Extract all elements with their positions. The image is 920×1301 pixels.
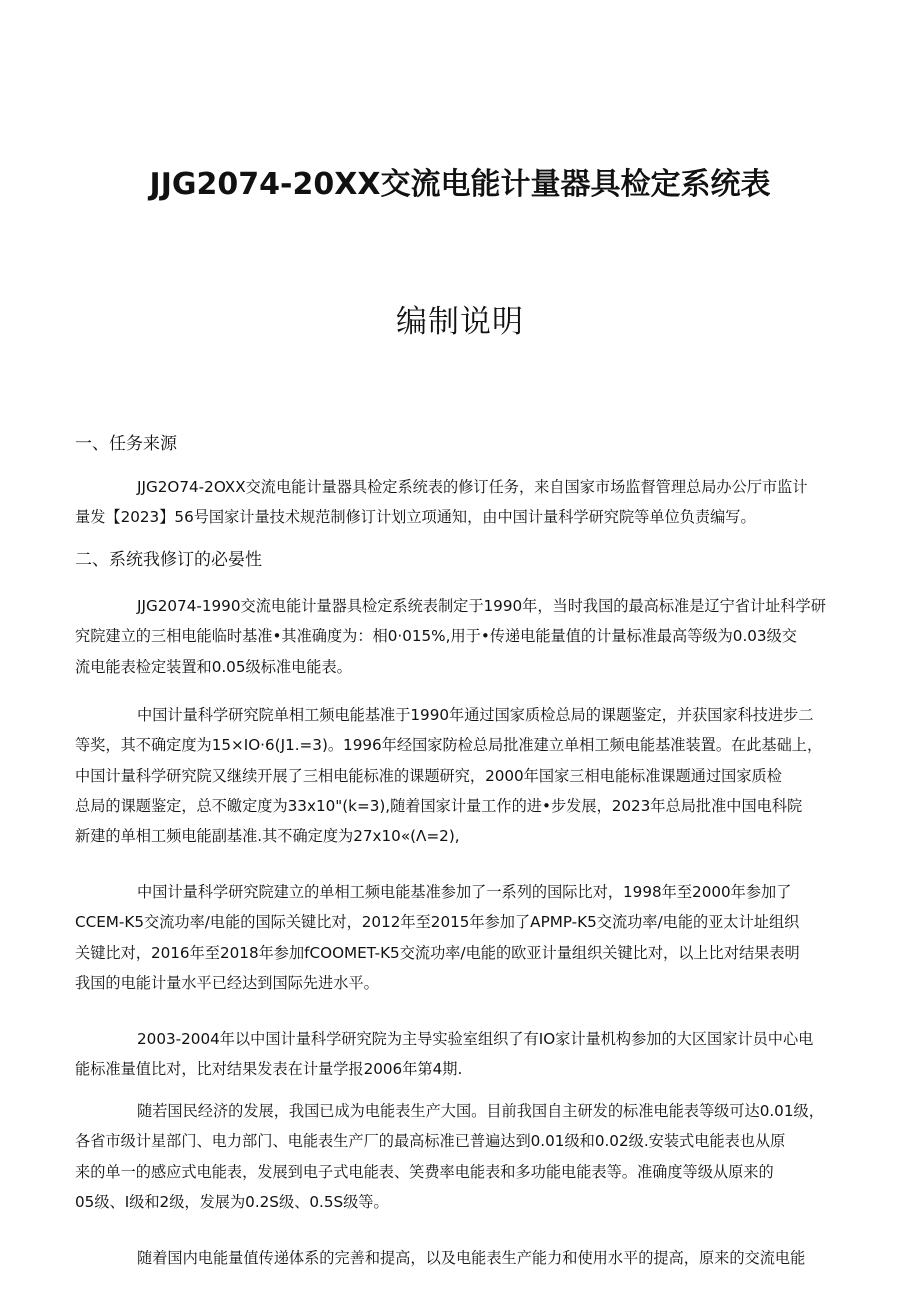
paragraph-national-standard xyxy=(75,700,865,851)
paragraph-task-source xyxy=(75,472,865,533)
paragraph-line: 各省市级计星部门、电力部门、电能表生产厂的最高标准已普遍达到0.01级和0.02级.安装式电能表也从原 xyxy=(75,1132,786,1151)
paragraph-line: 中国计量科学研究院建立的单相工频电能基准参加了一系列的国际比对，1998年至2000年参加了 xyxy=(137,883,792,901)
section-heading-revision-necessity: 二、系统我修订的必晏性 xyxy=(75,550,262,570)
paragraph-line: 中国计量科学研究院又继续开展了三相电能标准的课题研究，2000年国家三相电能标准课题通过国家质检 xyxy=(75,766,782,785)
paragraph-line: 究院建立的三相电能临时基准•其准确度为：相0·015%,用于•传递电能量值的计量标准最高等级为0.03级交 xyxy=(75,627,797,646)
paragraph-industry-development xyxy=(75,1096,865,1217)
paragraph-line: 关键比对，2016年至2018年参加fCOOMET-K5交流功率/电能的欧亚计量组织关键比对，以上比对结果表明 xyxy=(75,943,800,962)
document-title: JJG2074-20XX交流电能计量器具检定系统表 xyxy=(149,167,771,202)
paragraph-system-improvement xyxy=(75,1243,865,1273)
paragraph-line: 中国计量科学研究院单相工频电能基准于1990年通过国家质检总局的课题鉴定，并获国家科技进步二 xyxy=(137,706,814,724)
paragraph-international-comparisons xyxy=(75,877,865,998)
paragraph-line: CCEM-K5交流功率/电能的国际关键比对，2012年至2015年参加了APMP-K5交流功率/电能的亚太计址组织 xyxy=(75,913,800,932)
paragraph-history-1990 xyxy=(75,591,865,682)
paragraph-line: 我国的电能计量水平已经达到国际先进水平。 xyxy=(75,973,379,992)
paragraph-line: 来的单一的感应式电能表，发展到电子式电能表、笑费率电能表和多功能电能表等。准确度等级从原来的 xyxy=(75,1162,774,1181)
paragraph-line: JJG2O74-2OXX交流电能计量器具检定系统表的修订任务，来自国家市场监督管理总局办公厅市监计 xyxy=(137,478,808,496)
paragraph-line: 量发【2023】56号国家计量技术规范制修订计划立项通知，由中国计量科学研究院等单位负责编写。 xyxy=(75,508,756,527)
section-heading-task-source: 一、任务来源 xyxy=(75,434,177,454)
paragraph-line: 05级、I级和2级，发展为0.2S级、0.5S级等。 xyxy=(75,1192,389,1211)
paragraph-line: 新建的单相工频电能副基准.其不确定度为27x10«(Λ=2), xyxy=(75,827,460,846)
paragraph-line: 等奖，其不确定度为15×IO·6(J1.=3)。1996年经国家防检总局批准建立单相工频电能基准装置。在此基础上， xyxy=(75,736,823,755)
paragraph-line: JJG2074-1990交流电能计量器具检定系统表制定于1990年，当时我国的最高标准是辽宁省计址科学研 xyxy=(137,597,826,615)
paragraph-line: 能标准量值比对，比对结果发表在计量学报2006年第4期. xyxy=(75,1060,463,1079)
paragraph-regional-comparison xyxy=(75,1024,865,1085)
paragraph-line: 总局的课题鉴定，总不皦定度为33x10"(k=3),随着国家计量工作的进•步发展，2023年总局批准中国电科院 xyxy=(75,796,803,815)
paragraph-line: 2003-2004年以中国计量科学研究院为主导实验室组织了有IO家计量机构参加的大区国家计员中心电 xyxy=(137,1030,814,1048)
paragraph-line: 随着国内电能量值传递体系的完善和提高，以及电能表生产能力和使用水平的提高，原来的交流电能 xyxy=(137,1249,806,1267)
paragraph-line: 流电能表检定装置和0.05级标准电能表。 xyxy=(75,657,352,676)
paragraph-line: 随若国民经济的发展，我国已成为电能表生产大国。目前我国自主研发的标准电能表等级可达0.01级， xyxy=(137,1102,824,1120)
document-subtitle: 编制说明 xyxy=(396,304,524,340)
